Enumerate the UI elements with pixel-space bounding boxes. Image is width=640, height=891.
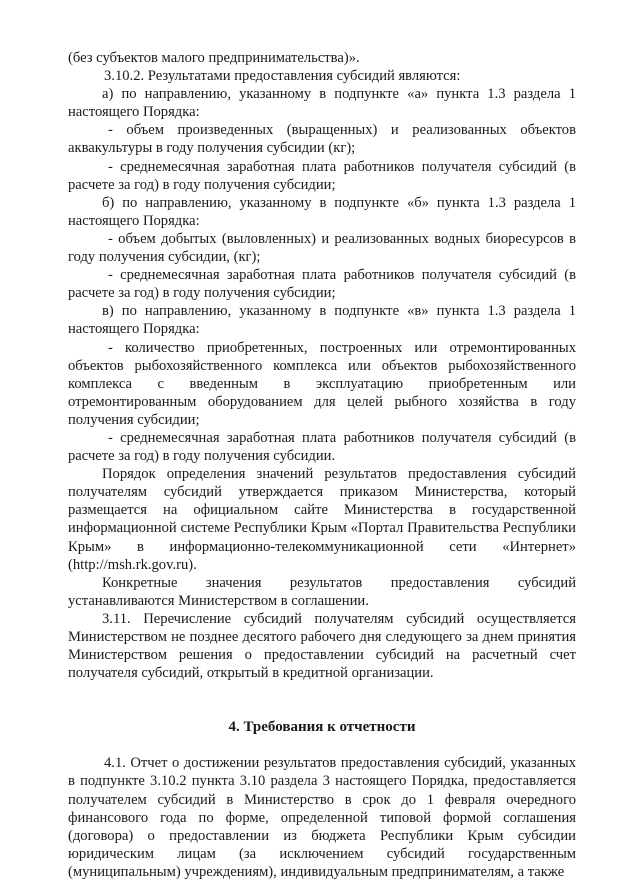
section-heading: 4. Требования к отчетности [228,719,416,736]
item-v-bullet-2: - среднемесячная заработная плата работников получателя субсидий (в расчете за год) в году получения субсидии. [68,429,576,465]
spacer [68,682,576,718]
paragraph-3-11: 3.11. Перечисление субсидий получателям субсидий осуществляется Министерством не позднее десятого рабочего дня следующего за днем принятия Министерством решения о предоставлении субсидий на расчетный счет получателя субсидий, открытый в кредитной организации. [68,610,576,682]
item-b: б) по направлению, указанному в подпункте «б» пункта 1.3 раздела 1 настоящего Порядка: [68,194,576,229]
spacer [68,736,576,754]
paragraph-3-10-2: 3.10.2. Результатами предоставления субсидий являются: [104,68,461,85]
paragraph-continuation: (без субъектов малого предпринимательства)». [68,50,360,66]
item-a-bullet-1: - объем произведенных (выращенных) и реализованных объектов аквакультуры в году получения субсидии (кг); [68,122,576,157]
item-b-bullet-1: - объем добытых (выловленных) и реализованных водных биоресурсов в году получения субсидии, (кг); [68,230,576,266]
paragraph-4-1: 4.1. Отчет о достижении результатов предоставления субсидий, указанных в подпункте 3.10.2 пункта 3.10 раздела 3 настоящего Порядка, предоставляется получателем субсидий в Министерство в срок до 1 февраля очередного финансового года по форме, определенной типовой формой соглашения (договора) о предоставлении из бюджета Республики Крым субсидии юридическим лицам (за исключением субсидий государственным (муниципальным) учреждениям), индивидуальным предпринимателям, а также [68,755,576,880]
item-v: в) по направлению, указанному в подпункте «в» пункта 1.3 раздела 1 настоящего Порядка: [68,303,576,338]
item-b-bullet-2: - среднемесячная заработная плата работников получателя субсидий (в расчете за год) в году получения субсидии; [68,267,576,302]
item-a: а) по направлению, указанному в подпункте «а» пункта 1.3 раздела 1 настоящего Порядка: [68,86,576,121]
body-text [68,49,576,682]
item-v-bullet-1: - количество приобретенных, построенных или отремонтированных объектов рыбохозяйственного комплекса или объектов рыбохозяйственного комплекса с введенным в эксплуатацию приобретенным или отремонтированным оборудованием для целей рыбного хозяйства в году получения субсидии; [68,339,576,428]
paragraph-procedure: Порядок определения значений результатов предоставления субсидий получателям субсидий утверждается приказом Министерства, который размещается на официальном сайте Министерства в государственной информационной системе Республики Крым «Портал Правительства Республики Крым» в информационно-телекоммуникационной сети «Интернет» (http://msh.rk.gov.ru). [68,466,576,573]
item-a-bullet-2: - среднемесячная заработная плата работников получателя субсидий (в расчете за год) в году получения субсидии; [68,158,576,193]
paragraph-specific-values: Конкретные значения результатов предоставления субсидий устанавливаются Министерством в соглашении. [68,574,576,609]
